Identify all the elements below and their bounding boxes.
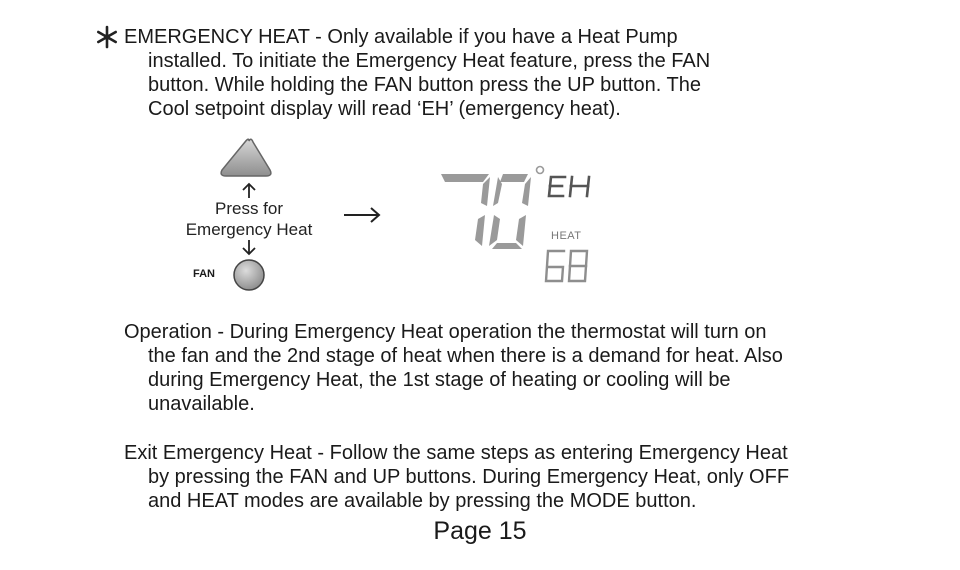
segment (492, 243, 522, 249)
degree-icon (537, 167, 544, 174)
fan-label: FAN (193, 268, 215, 280)
text-line: Exit Emergency Heat - Follow the same steps as entering Emergency Heat (124, 442, 788, 464)
text-line: installed. To initiate the Emergency Heat feature, press the FAN (148, 50, 711, 72)
text-line: and HEAT modes are available by pressing the MODE button. (148, 490, 697, 512)
segment (516, 215, 526, 246)
text-line: button. While holding the FAN button press the UP button. The (148, 74, 701, 96)
lcd-display (441, 167, 544, 250)
fan-button[interactable] (234, 260, 264, 290)
text-line: unavailable. (148, 393, 255, 415)
text-line: Cool setpoint display will read ‘EH’ (emergency heat). (148, 98, 621, 120)
segment (500, 174, 528, 182)
heat-label: HEAT (551, 230, 582, 242)
page-number: Page 15 (433, 517, 527, 545)
right-arrow-icon (344, 208, 379, 222)
text-line: EMERGENCY HEAT - Only available if you have a Heat Pump (124, 26, 678, 48)
text-line: during Emergency Heat, the 1st stage of heating or cooling will be (148, 369, 731, 391)
press-for-label: Press for (214, 199, 284, 218)
emergency-heat-label: Emergency Heat (185, 220, 313, 239)
text-line: by pressing the FAN and UP buttons. During Emergency Heat, only OFF (148, 466, 790, 488)
up-button[interactable] (221, 139, 271, 176)
up-arrow-icon (243, 184, 255, 198)
segment (489, 215, 500, 246)
text-line: Operation - During Emergency Heat operation the thermostat will turn on (124, 321, 767, 343)
down-arrow-icon (243, 240, 255, 254)
lcd-mode-eh (549, 177, 589, 196)
lcd-heat-setpoint (546, 251, 587, 281)
segment (441, 174, 489, 182)
text-line: the fan and the 2nd stage of heat when there is a demand for heat. Also (148, 345, 783, 367)
exit-paragraph (124, 441, 864, 513)
segment (475, 215, 485, 246)
operation-paragraph (124, 320, 864, 416)
